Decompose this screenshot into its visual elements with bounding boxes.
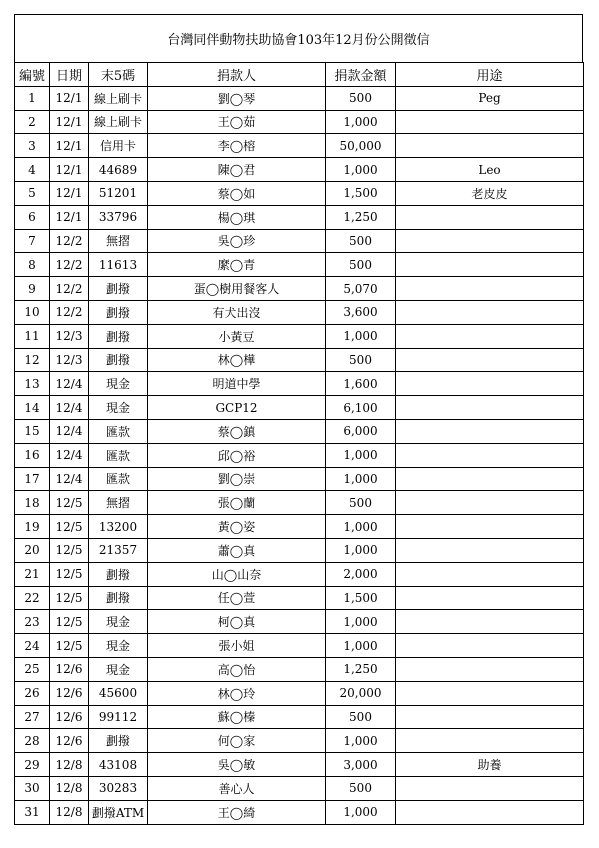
cell-purpose [396, 348, 584, 372]
cell-amount: 500 [326, 348, 396, 372]
cell-donor: 張小姐 [148, 634, 326, 658]
cell-no: 26 [15, 681, 50, 705]
table-row [15, 586, 584, 610]
cell-purpose [396, 443, 584, 467]
header-amount: 捐款金額 [326, 63, 396, 87]
cell-last5: 劃撥 [89, 729, 148, 753]
cell-donor: 縻◯青 [148, 253, 326, 277]
cell-last5: 劃撥 [89, 348, 148, 372]
cell-last5: 匯款 [89, 467, 148, 491]
cell-no: 25 [15, 657, 50, 681]
cell-donor: 林◯樺 [148, 348, 326, 372]
table-row [15, 705, 584, 729]
cell-no: 7 [15, 229, 50, 253]
cell-last5: 無摺 [89, 229, 148, 253]
cell-purpose: 老皮皮 [396, 181, 584, 205]
cell-amount: 1,000 [326, 538, 396, 562]
table-row [15, 396, 584, 420]
cell-purpose [396, 586, 584, 610]
cell-last5: 現金 [89, 372, 148, 396]
cell-date: 12/1 [50, 205, 89, 229]
cell-donor: 高◯怡 [148, 657, 326, 681]
cell-date: 12/1 [50, 134, 89, 158]
cell-no: 2 [15, 110, 50, 134]
cell-amount: 1,000 [326, 324, 396, 348]
cell-date: 12/5 [50, 586, 89, 610]
cell-last5: 線上刷卡 [89, 110, 148, 134]
table-row [15, 253, 584, 277]
cell-last5: 無摺 [89, 491, 148, 515]
cell-purpose [396, 610, 584, 634]
cell-donor: 李◯榕 [148, 134, 326, 158]
table-row [15, 110, 584, 134]
cell-no: 5 [15, 181, 50, 205]
cell-no: 30 [15, 776, 50, 800]
cell-purpose: 助養 [396, 753, 584, 777]
cell-date: 12/1 [50, 181, 89, 205]
table-row [15, 372, 584, 396]
table-row [15, 86, 584, 110]
table-row [15, 277, 584, 301]
cell-purpose [396, 277, 584, 301]
cell-purpose [396, 681, 584, 705]
table-row [15, 134, 584, 158]
cell-no: 27 [15, 705, 50, 729]
cell-amount: 1,500 [326, 181, 396, 205]
cell-donor: 任◯萱 [148, 586, 326, 610]
cell-date: 12/6 [50, 705, 89, 729]
cell-date: 12/2 [50, 253, 89, 277]
cell-amount: 2,000 [326, 562, 396, 586]
cell-no: 9 [15, 277, 50, 301]
table-row [15, 467, 584, 491]
cell-no: 10 [15, 300, 50, 324]
table-row [15, 562, 584, 586]
cell-amount: 6,100 [326, 396, 396, 420]
cell-amount: 5,070 [326, 277, 396, 301]
cell-purpose [396, 396, 584, 420]
donation-table [14, 62, 584, 825]
table-row [15, 158, 584, 182]
cell-no: 16 [15, 443, 50, 467]
cell-no: 31 [15, 800, 50, 824]
cell-donor: 蔡◯如 [148, 181, 326, 205]
cell-no: 14 [15, 396, 50, 420]
cell-amount: 1,000 [326, 729, 396, 753]
cell-no: 3 [15, 134, 50, 158]
cell-date: 12/8 [50, 800, 89, 824]
cell-amount: 500 [326, 86, 396, 110]
cell-amount: 500 [326, 491, 396, 515]
cell-no: 19 [15, 515, 50, 539]
cell-purpose [396, 562, 584, 586]
header-donor: 捐款人 [148, 63, 326, 87]
cell-purpose [396, 253, 584, 277]
cell-no: 21 [15, 562, 50, 586]
cell-purpose [396, 515, 584, 539]
cell-purpose [396, 134, 584, 158]
cell-purpose [396, 467, 584, 491]
cell-last5: 劃撥ATM [89, 800, 148, 824]
cell-last5: 45600 [89, 681, 148, 705]
cell-no: 11 [15, 324, 50, 348]
cell-no: 13 [15, 372, 50, 396]
cell-last5: 現金 [89, 657, 148, 681]
cell-purpose [396, 229, 584, 253]
cell-donor: 張◯蘭 [148, 491, 326, 515]
cell-donor: 林◯玲 [148, 681, 326, 705]
cell-date: 12/3 [50, 324, 89, 348]
cell-last5: 99112 [89, 705, 148, 729]
cell-date: 12/1 [50, 110, 89, 134]
cell-date: 12/1 [50, 86, 89, 110]
cell-last5: 44689 [89, 158, 148, 182]
cell-purpose [396, 324, 584, 348]
cell-no: 15 [15, 419, 50, 443]
cell-last5: 21357 [89, 538, 148, 562]
cell-no: 4 [15, 158, 50, 182]
table-row [15, 205, 584, 229]
cell-date: 12/5 [50, 538, 89, 562]
cell-no: 12 [15, 348, 50, 372]
cell-date: 12/1 [50, 158, 89, 182]
cell-last5: 信用卡 [89, 134, 148, 158]
cell-amount: 1,250 [326, 205, 396, 229]
header-no: 編號 [15, 63, 50, 87]
cell-donor: 楊◯琪 [148, 205, 326, 229]
table-row [15, 443, 584, 467]
cell-date: 12/5 [50, 491, 89, 515]
cell-no: 29 [15, 753, 50, 777]
cell-amount: 1,000 [326, 110, 396, 134]
cell-purpose [396, 538, 584, 562]
table-row [15, 181, 584, 205]
cell-purpose [396, 634, 584, 658]
cell-amount: 500 [326, 705, 396, 729]
cell-amount: 20,000 [326, 681, 396, 705]
cell-purpose [396, 729, 584, 753]
cell-date: 12/6 [50, 681, 89, 705]
cell-donor: 有犬出沒 [148, 300, 326, 324]
cell-date: 12/5 [50, 610, 89, 634]
cell-amount: 500 [326, 253, 396, 277]
table-row [15, 681, 584, 705]
table-row [15, 657, 584, 681]
table-row [15, 610, 584, 634]
cell-date: 12/4 [50, 443, 89, 467]
cell-amount: 1,500 [326, 586, 396, 610]
cell-last5: 現金 [89, 610, 148, 634]
cell-no: 28 [15, 729, 50, 753]
cell-last5: 劃撥 [89, 300, 148, 324]
cell-date: 12/8 [50, 753, 89, 777]
header-date: 日期 [50, 63, 89, 87]
cell-last5: 線上刷卡 [89, 86, 148, 110]
cell-last5: 43108 [89, 753, 148, 777]
table-row [15, 634, 584, 658]
cell-amount: 1,000 [326, 610, 396, 634]
cell-purpose [396, 800, 584, 824]
cell-donor: 何◯家 [148, 729, 326, 753]
cell-last5: 13200 [89, 515, 148, 539]
cell-last5: 匯款 [89, 419, 148, 443]
cell-purpose [396, 491, 584, 515]
cell-amount: 1,250 [326, 657, 396, 681]
cell-date: 12/4 [50, 467, 89, 491]
cell-date: 12/4 [50, 396, 89, 420]
cell-donor: GCP12 [148, 396, 326, 420]
cell-last5: 匯款 [89, 443, 148, 467]
cell-amount: 1,000 [326, 158, 396, 182]
cell-donor: 劉◯崇 [148, 467, 326, 491]
cell-donor: 黃◯姿 [148, 515, 326, 539]
cell-no: 23 [15, 610, 50, 634]
cell-date: 12/3 [50, 348, 89, 372]
cell-no: 20 [15, 538, 50, 562]
cell-donor: 蘇◯榛 [148, 705, 326, 729]
cell-donor: 邱◯裕 [148, 443, 326, 467]
table-row [15, 729, 584, 753]
cell-date: 12/6 [50, 729, 89, 753]
cell-purpose [396, 419, 584, 443]
table-row [15, 229, 584, 253]
cell-amount: 50,000 [326, 134, 396, 158]
table-row [15, 515, 584, 539]
cell-purpose: Leo [396, 158, 584, 182]
header-last5: 末5碼 [89, 63, 148, 87]
cell-no: 8 [15, 253, 50, 277]
cell-date: 12/6 [50, 657, 89, 681]
cell-last5: 劃撥 [89, 562, 148, 586]
cell-purpose: Peg [396, 86, 584, 110]
cell-last5: 30283 [89, 776, 148, 800]
cell-amount: 500 [326, 229, 396, 253]
cell-donor: 吳◯珍 [148, 229, 326, 253]
cell-amount: 6,000 [326, 419, 396, 443]
table-row [15, 800, 584, 824]
cell-last5: 劃撥 [89, 277, 148, 301]
cell-last5: 51201 [89, 181, 148, 205]
cell-donor: 蛋◯樹用餐客人 [148, 277, 326, 301]
cell-donor: 陳◯君 [148, 158, 326, 182]
cell-last5: 現金 [89, 634, 148, 658]
cell-no: 1 [15, 86, 50, 110]
cell-amount: 1,000 [326, 800, 396, 824]
cell-amount: 1,000 [326, 515, 396, 539]
cell-donor: 王◯茹 [148, 110, 326, 134]
cell-last5: 11613 [89, 253, 148, 277]
table-row [15, 776, 584, 800]
cell-date: 12/5 [50, 562, 89, 586]
cell-date: 12/5 [50, 634, 89, 658]
cell-donor: 蔡◯鎮 [148, 419, 326, 443]
cell-date: 12/4 [50, 372, 89, 396]
cell-date: 12/2 [50, 277, 89, 301]
cell-donor: 劉◯琴 [148, 86, 326, 110]
donation-sheet [14, 14, 583, 825]
cell-purpose [396, 705, 584, 729]
cell-last5: 劃撥 [89, 324, 148, 348]
table-row [15, 300, 584, 324]
cell-amount: 3,600 [326, 300, 396, 324]
cell-amount: 1,000 [326, 634, 396, 658]
cell-no: 6 [15, 205, 50, 229]
cell-donor: 吳◯敏 [148, 753, 326, 777]
cell-last5: 現金 [89, 396, 148, 420]
cell-amount: 3,000 [326, 753, 396, 777]
cell-no: 17 [15, 467, 50, 491]
table-row [15, 419, 584, 443]
header-purpose: 用途 [396, 63, 584, 87]
cell-donor: 小黃豆 [148, 324, 326, 348]
cell-purpose [396, 776, 584, 800]
cell-no: 24 [15, 634, 50, 658]
cell-purpose [396, 300, 584, 324]
cell-no: 22 [15, 586, 50, 610]
table-row [15, 348, 584, 372]
cell-amount: 500 [326, 776, 396, 800]
cell-purpose [396, 657, 584, 681]
cell-amount: 1,000 [326, 443, 396, 467]
cell-date: 12/4 [50, 419, 89, 443]
table-row [15, 753, 584, 777]
cell-donor: 明道中學 [148, 372, 326, 396]
cell-donor: 蕭◯真 [148, 538, 326, 562]
sheet-title: 台灣同伴動物扶助協會103年12月份公開徵信 [14, 14, 583, 62]
cell-amount: 1,600 [326, 372, 396, 396]
table-row [15, 538, 584, 562]
table-row [15, 491, 584, 515]
cell-donor: 王◯綺 [148, 800, 326, 824]
header-row [15, 63, 584, 87]
cell-date: 12/8 [50, 776, 89, 800]
cell-purpose [396, 110, 584, 134]
cell-last5: 劃撥 [89, 586, 148, 610]
cell-date: 12/2 [50, 300, 89, 324]
table-row [15, 324, 584, 348]
cell-date: 12/2 [50, 229, 89, 253]
cell-donor: 山◯山奈 [148, 562, 326, 586]
cell-purpose [396, 205, 584, 229]
cell-no: 18 [15, 491, 50, 515]
cell-donor: 柯◯真 [148, 610, 326, 634]
cell-donor: 善心人 [148, 776, 326, 800]
cell-purpose [396, 372, 584, 396]
cell-date: 12/5 [50, 515, 89, 539]
cell-last5: 33796 [89, 205, 148, 229]
cell-amount: 1,000 [326, 467, 396, 491]
